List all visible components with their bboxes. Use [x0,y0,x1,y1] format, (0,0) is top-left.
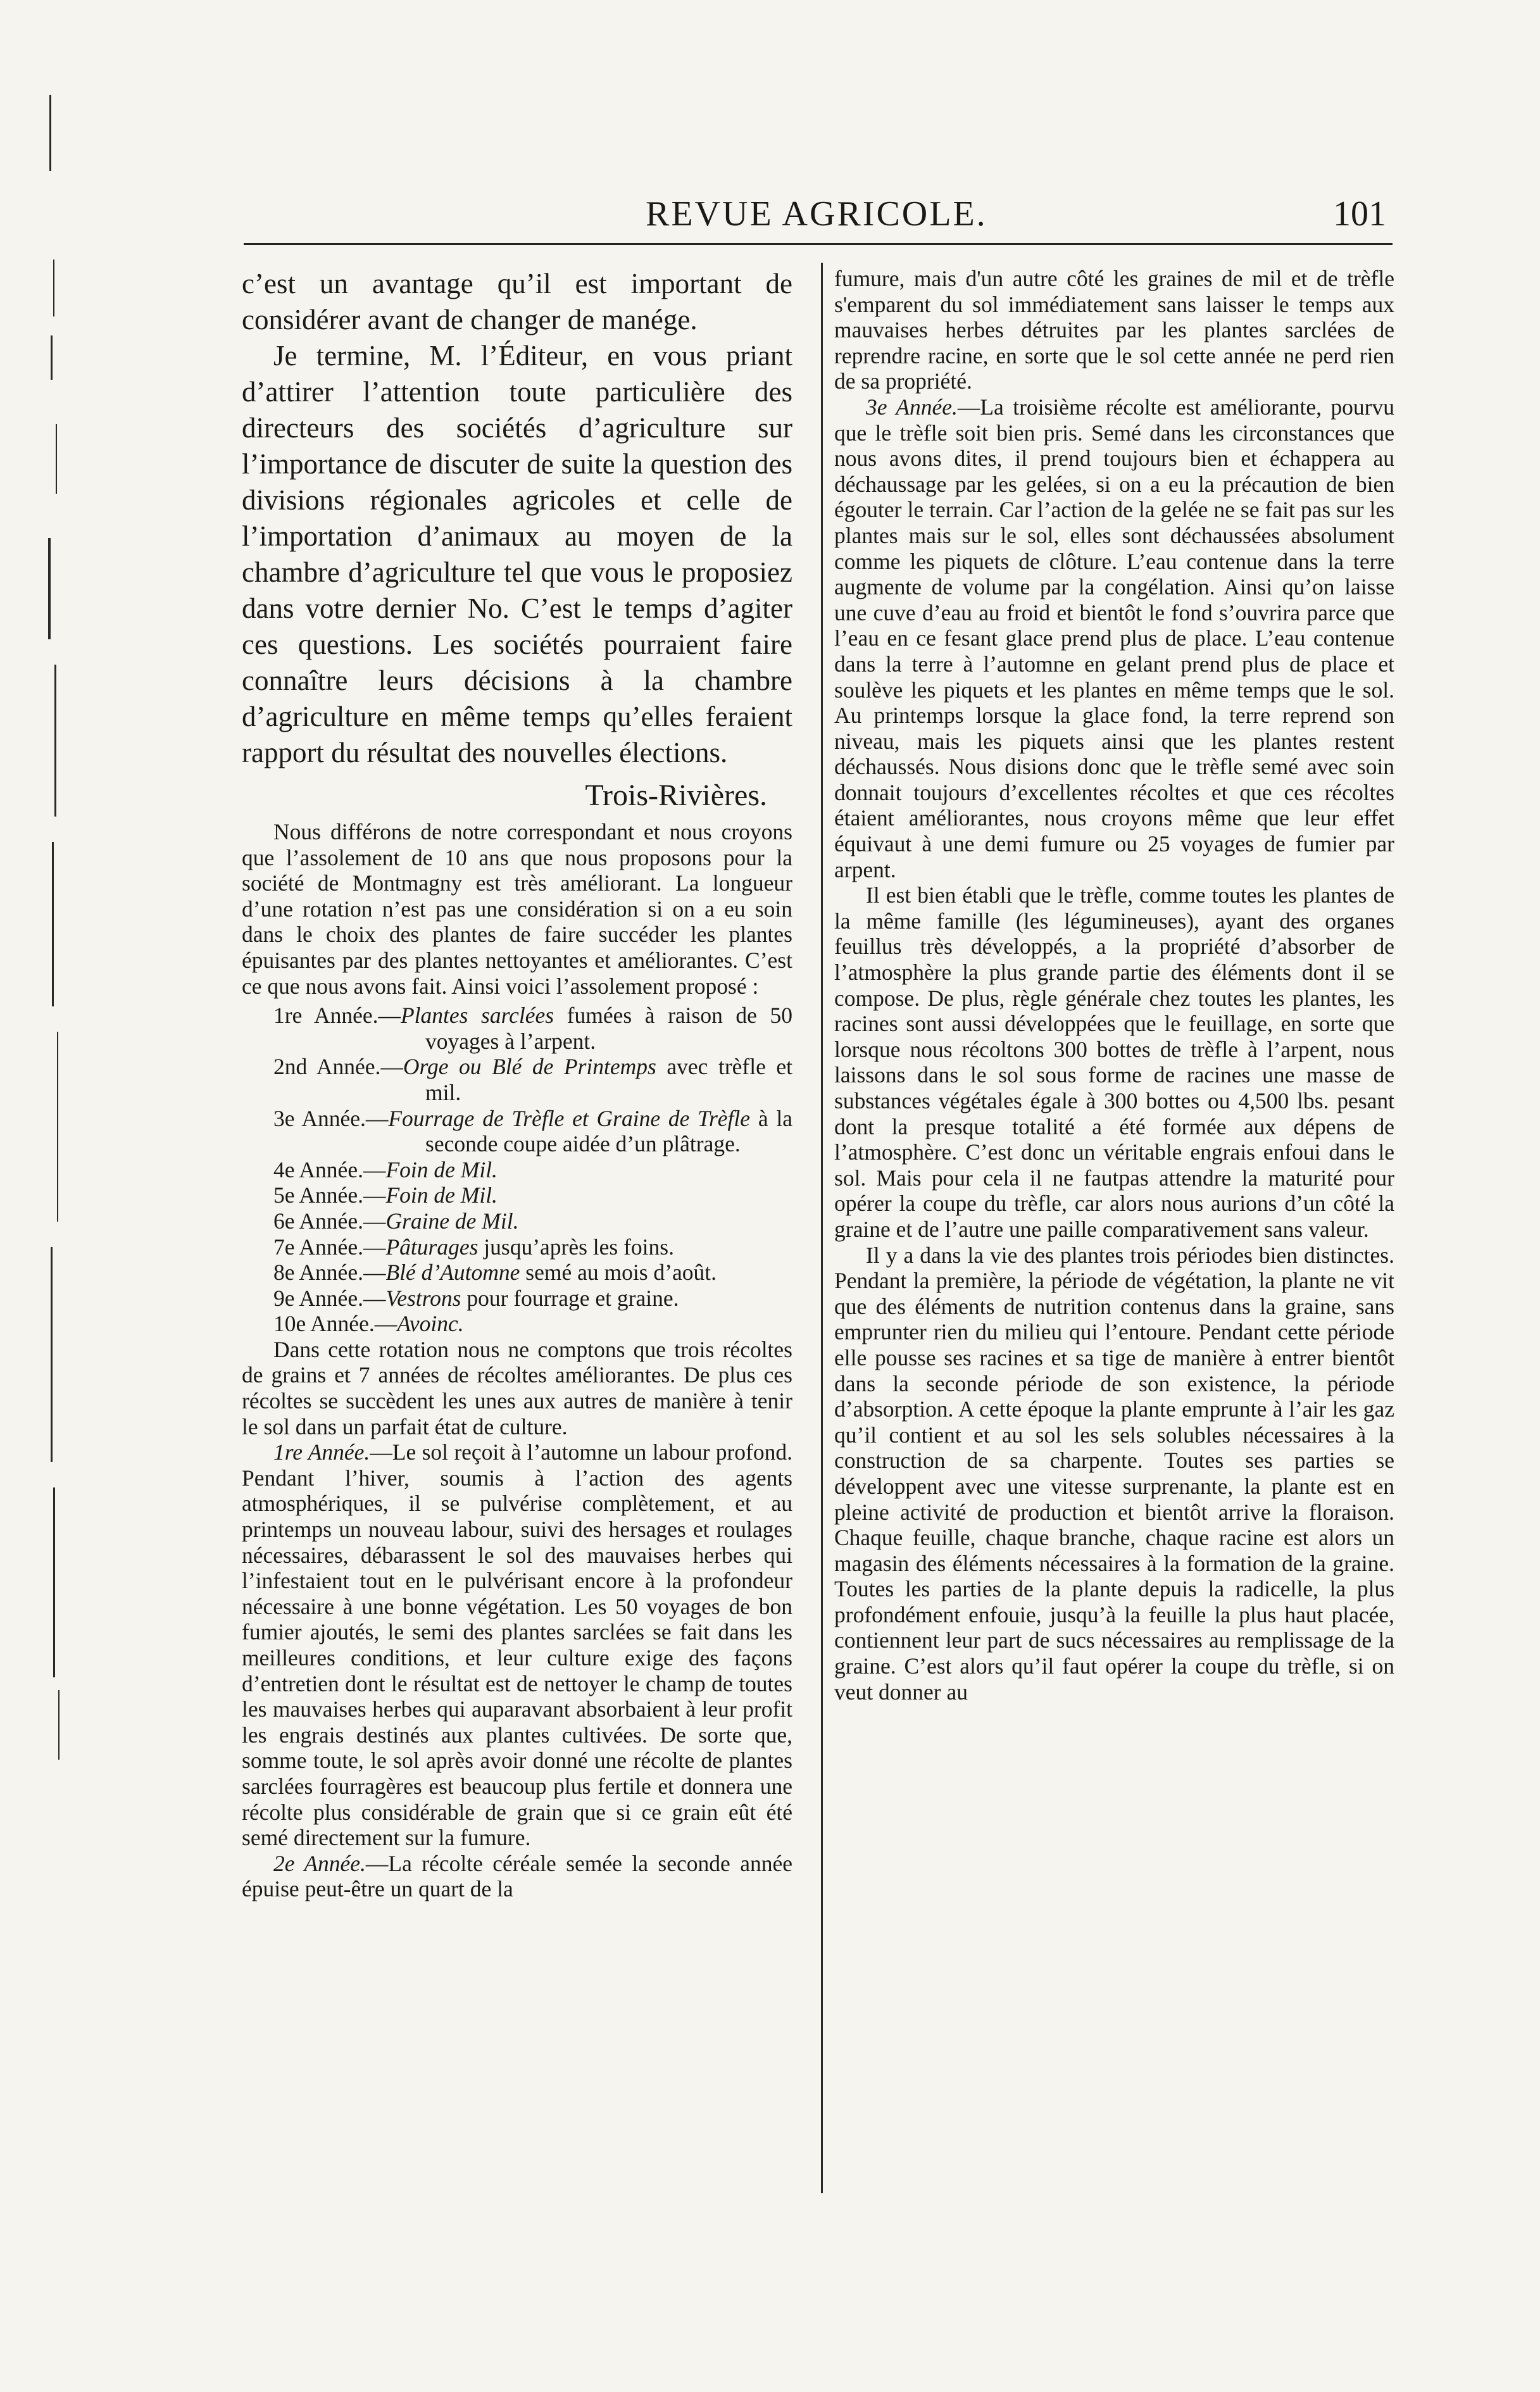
year-1-paragraph [242,1439,792,1851]
rotation-detail: à la seconde coupe aidée d’un plâtrage. [425,1105,792,1157]
editor-reply-intro: Nous différons de notre correspondant et nous croyons que l’assolement de 10 ans que nous proposons pour la société de Montmagny est très améliorant. La longueur d’une rotation n’est pas une considération si on a eu soin dans le choix des plantes de faire succéder les plantes épuisantes par des plantes nettoyantes et améliorantes. C’est ce que nous avons fait. Ainsi voici l’assolement proposé : [242,819,792,999]
year-2-text: —La récolte céréale semée la seconde année épuise peut-être un quart de la [242,1850,792,1902]
rotation-item [242,1003,792,1054]
rotation-detail: fumées à raison de 50 voyages à l’arpent. [425,1003,792,1054]
rotation-item [242,1234,792,1260]
letter-signature: Trois-Rivières. [585,779,767,812]
rotation-crop: Pâturages [385,1234,479,1260]
rotation-year: 1re Année.— [273,1003,401,1029]
rotation-item [242,1208,792,1234]
crop-rotation-list [242,1003,792,1337]
year-3-paragraph [834,394,1394,882]
column-divider [821,263,823,2193]
rotation-note: Dans cette rotation nous ne comptons que trois récoltes de grains et 7 années de récoltes améliorantes. De plus ces récoltes se succèdent les unes aux autres de manière à tenir le sol dans un parfait état de culture. [242,1336,792,1439]
rotation-crop: Plantes sarclées [400,1003,554,1029]
rotation-item [242,1182,792,1208]
rotation-crop: Orge ou Blé de Printemps [403,1054,656,1080]
running-title: REVUE AGRICOLE. [646,194,987,234]
rotation-year: 4e Année.— [273,1156,386,1182]
rotation-detail: pour fourrage et graine. [461,1285,679,1311]
rotation-item [242,1260,792,1286]
left-column [242,266,792,1902]
page-header [241,189,1393,246]
rotation-year: 6e Année.— [273,1208,386,1234]
rotation-year: 7e Année.— [273,1234,386,1260]
rotation-crop: Avoinc. [397,1311,464,1337]
letter-paragraph-2: Je termine, M. l’Éditeur, en vous priant d’attirer l’attention toute particulière des directeurs des sociétés d’agriculture sur l’importance de discuter de suite la question des divisions régionales agricoles et celle de l’importation d’animaux au moyen de la chambre d’agriculture tel que vous le proposiez dans votre dernier No. C’est le temps d’agiter ces questions. Les sociétés pourraient faire connaître leurs décisions à la chambre d’agriculture en même temps qu’elles feraient rapport du résultat des nouvelles élections. [242,340,792,768]
page-number: 101 [1333,194,1386,234]
rotation-crop: Graine de Mil. [385,1208,519,1234]
trefle-paragraph: Il est bien établi que le trèfle, comme toutes les plantes de la même famille (les légumineuses), ayant des organes feuillus très développés, a la propriété d’absorber de l’atmosphère la plus grande partie des éléments dont il se compose. De plus, règle générale chez toutes les plantes, les racines sont aussi développées que le feuillage, en sorte que lorsque nous récoltons 300 bottes de trèfle à l’arpent, nous laissons dans le sol sous forme de racines une masse de substances végétales égale à 300 bottes ou 4,500 lbs. pesant dont la presque totalité a été formée aux dépens de l’atmosphère. C’est donc un véritable engrais enfoui dans le sol. Mais pour cela il ne fautpas attendre la maturité pour opérer la coupe du trèfle, car alors nous aurions d’un côté la graine et de l’autre une paille comparativement sans valeur. [834,882,1394,1242]
rotation-year: 3e Année.— [273,1105,389,1131]
rotation-year: 2nd Année.— [273,1054,403,1080]
year-1-text: —Le sol reçoit à l’automne un labour profond. Pendant l’hiver, soumis à l’action des agents atmosphériques, il se pulvérise complètement, et au printemps un nouveau labour, suivi des hersages et roulages nécessaires, débarassent le sol des mauvaises herbes qui l’infestaient tout en le pulvérisant encore à la profondeur nécessaire à une bonne végétation. Les 50 voyages de bon fumier ajoutés, le semi des plantes sarclées se fait dans les meilleures conditions, et leur culture exige des façons d’entretien dont le résultat est de nettoyer le champ de toutes les mauvaises herbes qui auparavant absorbaient à leur profit les engrais destinés aux plantes cultivées. De sorte que, somme toute, le sol après avoir donné une récolte de plantes sarclées fourragères est beaucoup plus fertile et donnera une récolte plus considérable de grain que si ce grain eût été semé directement sur la fumure. [242,1439,792,1851]
year-2-label: 2e Année. [273,1850,366,1876]
rotation-item [242,1106,792,1157]
rotation-year: 10e Année.— [273,1311,398,1337]
rotation-crop: Vestrons [385,1285,461,1311]
year-1-label: 1re Année. [273,1439,370,1465]
rotation-crop: Foin de Mil. [385,1156,498,1182]
header-rule [244,243,1393,245]
rotation-item [242,1286,792,1312]
year-3-label: 3e Année. [866,394,958,420]
letter-paragraph-1: c’est un avantage qu’il est important de considérer avant de changer de manége. [242,268,792,335]
rotation-item [242,1157,792,1183]
plant-periods-paragraph: Il y a dans la vie des plantes trois périodes bien distinctes. Pendant la première, la période de végétation, la plante ne vit que des éléments de nutrition contenus dans la graine, sans emprunter rien du milieu qui l’entoure. Pendant cette période elle pousse ses racines et sa tige de manière à entrer bientôt dans la seconde période de son existence, la période d’absorption. A cette époque la plante emprunte à l’air les gaz qu’il contient et au sol les sels solubles nécessaires à la construction de sa charpente. Toutes ses parties se développent avec une vitesse surprenante, la plante est en pleine activité de production et bientôt arrive la floraison. Chaque feuille, chaque branche, chaque racine est alors un magasin des éléments nécessaires à la formation de la graine. Toutes les parties de la plante depuis la radicelle, la plus profondément enfouie, jusqu’à la feuille la plus haut placée, contiennent leur part de sucs nécessaires au remplissage de la graine. C’est alors qu’il faut opérer la coupe du trèfle, si on veut donner au [834,1242,1394,1705]
rotation-item [242,1054,792,1105]
rotation-detail: jusqu’après les foins. [478,1234,674,1260]
right-column [834,266,1394,1705]
rotation-year: 5e Année.— [273,1182,386,1208]
binding-edge-marks [44,95,70,1772]
rotation-detail: semé au mois d’août. [520,1260,717,1286]
rotation-year: 9e Année.— [273,1285,386,1311]
year-3-text: —La troisième récolte est améliorante, pourvu que le trèfle soit bien pris. Semé dans les circonstances que nous avons dites, il prend toujours bien et échappera au déchaussage par les gelées, si on a eu la précaution de bien égouter le terrain. Car l’action de la gelée ne se fait pas sur les plantes mais sur le sol, elles sont déchaussées absolument comme les piquets de clôture. L’eau contenue dans la terre augmente de volume par la congélation. Ainsi qu’on laisse une cuve d’eau au froid et bientôt le fond s’ouvrira parce que l’eau en ce fesant glace prend plus de place. L’eau contenue dans la terre à l’automne en gelant prend plus de place et soulève les piquets et les plantes en même temps que le sol. Au printemps lorsque la glace fond, la terre reprend son niveau, mais les piquets ainsi que les plantes restent déchaussés. Nous disions donc que le trèfle semé avec soin donnait toujours d’excellentes récoltes et que ces récoltes étaient améliorantes, nous croyons même que leur effet équivaut à une demi fumure ou 25 voyages de fumier par arpent. [834,394,1394,882]
right-paragraph-1: fumure, mais d'un autre côté les graines de mil et de trèfle s'emparent du sol immédiatement sans laisser le temps aux mauvaises herbes détruites par les plantes sarclées de reprendre racine, en sorte que le sol cette année ne perd rien de sa propriété. [834,266,1394,394]
rotation-detail: avec trèfle et mil. [425,1054,792,1105]
rotation-year: 8e Année.— [273,1260,386,1286]
rotation-crop: Blé d’Automne [385,1260,520,1286]
rotation-crop: Fourrage de Trèfle et Graine de Trèfle [388,1105,751,1131]
rotation-item [242,1311,792,1337]
year-2-paragraph [242,1851,792,1902]
rotation-crop: Foin de Mil. [385,1182,498,1208]
